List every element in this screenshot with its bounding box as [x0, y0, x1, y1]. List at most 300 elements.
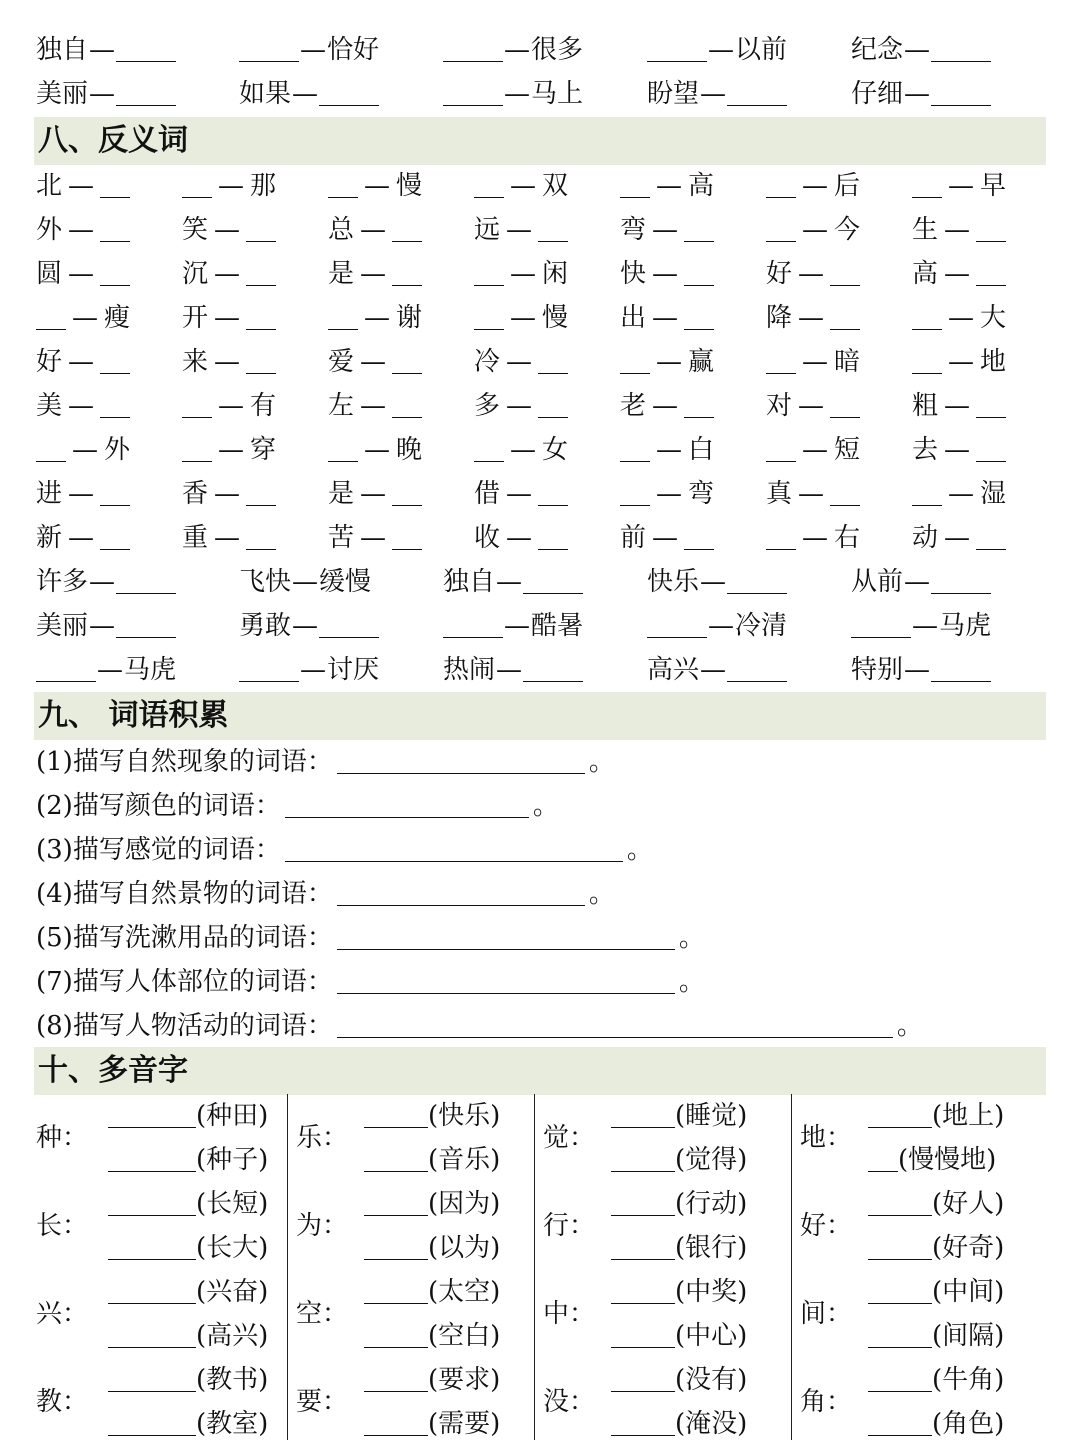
antonym-pair [912, 252, 1006, 296]
answer-blank[interactable] [116, 77, 176, 106]
answer-blank[interactable] [392, 521, 422, 550]
answer-blank[interactable] [830, 257, 860, 286]
answer-blank[interactable] [328, 433, 358, 462]
pinyin-blank[interactable] [868, 1275, 932, 1304]
dash: — [700, 79, 727, 109]
antonym-pair [912, 208, 1006, 252]
antonym-word-pair [239, 604, 379, 648]
example-word: (要求) [428, 1365, 501, 1395]
answer-blank[interactable] [443, 609, 503, 638]
answer-blank[interactable] [100, 213, 130, 242]
dash: — [214, 523, 241, 553]
answer-blank[interactable] [912, 301, 942, 330]
prompt-label: (8)描写人物活动的词语： [36, 1011, 333, 1041]
synonym-pair [851, 28, 991, 72]
dash: — [214, 215, 241, 245]
answer-blank[interactable] [727, 653, 787, 682]
answer-blank[interactable] [246, 301, 276, 330]
antonym-pair [620, 252, 714, 296]
answer-blank[interactable] [976, 433, 1006, 462]
pinyin-blank[interactable] [868, 1143, 898, 1172]
antonym-pair [182, 384, 276, 428]
answer-blank[interactable] [392, 389, 422, 418]
given-char: 重 [182, 523, 209, 553]
antonym-pair [36, 516, 130, 560]
pinyin-blank[interactable] [364, 1407, 428, 1436]
answer-blank[interactable] [523, 565, 583, 594]
example-word: (快乐) [428, 1101, 501, 1131]
answer-blank[interactable] [912, 169, 942, 198]
prompt-label: (3)描写感觉的词语： [36, 835, 281, 865]
synonym-pair [647, 28, 787, 72]
pinyin-line [868, 1138, 996, 1182]
answer-blank[interactable] [182, 169, 212, 198]
answer-blank[interactable] [116, 565, 176, 594]
polyphone-column [534, 1094, 792, 1440]
polyphone-column [287, 1094, 535, 1440]
antonym-pair [182, 208, 276, 252]
antonym-pair [328, 472, 422, 516]
pinyin-blank[interactable] [868, 1231, 932, 1260]
antonym-word-pair [647, 604, 787, 648]
given-word: 勇敢 [239, 611, 292, 641]
pinyin-blank[interactable] [611, 1407, 675, 1436]
pinyin-blank[interactable] [611, 1099, 675, 1128]
given-char: 那 [250, 171, 277, 201]
polyphone-char: 角： [800, 1387, 853, 1417]
antonym-pair [912, 296, 1006, 340]
answer-blank[interactable] [931, 33, 991, 62]
polyphone-group [288, 1358, 535, 1446]
pinyin-line [108, 1314, 268, 1358]
dash: — [364, 171, 390, 201]
example-word: (好人) [932, 1189, 1005, 1219]
word-accumulation-item [36, 1004, 923, 1048]
pinyin-blank[interactable] [868, 1319, 932, 1348]
answer-blank[interactable] [684, 213, 714, 242]
pinyin-line [611, 1226, 747, 1270]
pinyin-blank[interactable] [611, 1231, 675, 1260]
answer-line[interactable] [337, 745, 585, 774]
answer-blank[interactable] [830, 477, 860, 506]
answer-blank[interactable] [100, 169, 130, 198]
given-char: 后 [834, 171, 861, 201]
synonym-row [36, 72, 1046, 116]
example-word: (因为) [428, 1189, 501, 1219]
antonym-row [36, 252, 1046, 296]
period: 。 [532, 791, 559, 821]
answer-blank[interactable] [931, 77, 991, 106]
dash: — [506, 479, 533, 509]
dash: — [506, 523, 533, 553]
dash: — [798, 259, 825, 289]
dash: — [214, 347, 241, 377]
answer-blank[interactable] [182, 433, 212, 462]
dash: — [218, 171, 244, 201]
pinyin-blank[interactable] [611, 1319, 675, 1348]
antonym-pair [474, 252, 568, 296]
answer-blank[interactable] [830, 389, 860, 418]
answer-blank[interactable] [319, 77, 379, 106]
pinyin-line [108, 1226, 268, 1270]
pinyin-blank[interactable] [611, 1187, 675, 1216]
pinyin-blank[interactable] [868, 1187, 932, 1216]
given-char: 好 [36, 347, 63, 377]
dash: — [948, 171, 974, 201]
pinyin-blank[interactable] [108, 1231, 196, 1260]
dash: — [504, 35, 530, 65]
answer-blank[interactable] [727, 77, 787, 106]
answer-blank[interactable] [684, 257, 714, 286]
answer-blank[interactable] [100, 477, 130, 506]
pinyin-blank[interactable] [364, 1363, 428, 1392]
antonym-pair [912, 428, 1006, 472]
dash: — [802, 347, 828, 377]
polyphone-group [792, 1270, 1047, 1358]
example-word: (种子) [196, 1145, 269, 1175]
dash: — [944, 435, 971, 465]
given-char: 爱 [328, 347, 355, 377]
pinyin-blank[interactable] [108, 1363, 196, 1392]
pinyin-line [364, 1182, 500, 1226]
word-accumulation-item [36, 828, 653, 872]
answer-blank[interactable] [851, 609, 911, 638]
pinyin-line [868, 1182, 1004, 1226]
polyphone-group [34, 1358, 287, 1446]
polyphone-group [34, 1270, 287, 1358]
dash: — [802, 215, 828, 245]
pinyin-line [364, 1226, 500, 1270]
dash: — [700, 567, 727, 597]
pinyin-blank[interactable] [868, 1099, 932, 1128]
example-word: (中心) [675, 1321, 748, 1351]
antonym-pair [182, 516, 276, 560]
dash: — [68, 171, 95, 201]
pinyin-blank[interactable] [868, 1363, 932, 1392]
prompt-label: (2)描写颜色的词语： [36, 791, 281, 821]
answer-line[interactable] [337, 877, 585, 906]
antonym-pair [766, 296, 860, 340]
answer-blank[interactable] [246, 345, 276, 374]
answer-blank[interactable] [246, 257, 276, 286]
answer-blank[interactable] [100, 389, 130, 418]
answer-blank[interactable] [727, 565, 787, 594]
antonym-word-pair [851, 560, 991, 604]
example-word: (种田) [196, 1101, 269, 1131]
answer-blank[interactable] [36, 433, 66, 462]
example-word: (行动) [675, 1189, 748, 1219]
given-word: 许多 [36, 567, 89, 597]
answer-blank[interactable] [474, 169, 504, 198]
antonym-pair [912, 384, 1006, 428]
answer-blank[interactable] [116, 33, 176, 62]
answer-blank[interactable] [830, 301, 860, 330]
answer-blank[interactable] [392, 345, 422, 374]
answer-blank[interactable] [36, 653, 96, 682]
answer-blank[interactable] [684, 389, 714, 418]
given-char: 新 [36, 523, 63, 553]
given-word: 酷暑 [531, 611, 584, 641]
antonym-word-pair [239, 560, 371, 604]
pinyin-line [364, 1138, 500, 1182]
dash: — [510, 259, 536, 289]
answer-blank[interactable] [538, 389, 568, 418]
answer-blank[interactable] [443, 77, 503, 106]
answer-blank[interactable] [239, 33, 299, 62]
pinyin-blank[interactable] [364, 1231, 428, 1260]
pinyin-blank[interactable] [108, 1407, 196, 1436]
dash: — [218, 391, 244, 421]
pinyin-blank[interactable] [611, 1363, 675, 1392]
pinyin-line [108, 1094, 268, 1138]
answer-blank[interactable] [766, 345, 796, 374]
answer-line[interactable] [337, 921, 675, 950]
answer-blank[interactable] [647, 33, 707, 62]
answer-blank[interactable] [116, 609, 176, 638]
dash: — [292, 611, 319, 641]
answer-blank[interactable] [976, 521, 1006, 550]
antonym-pair [474, 516, 568, 560]
example-word: (长短) [196, 1189, 269, 1219]
prompt-label: (4)描写自然景物的词语： [36, 879, 333, 909]
dash: — [68, 347, 95, 377]
answer-blank[interactable] [474, 433, 504, 462]
given-word: 讨厌 [327, 655, 380, 685]
dash: — [948, 479, 974, 509]
antonym-pair [474, 428, 568, 472]
antonym-word-pair [36, 648, 176, 692]
answer-blank[interactable] [538, 521, 568, 550]
answer-blank[interactable] [36, 301, 66, 330]
given-word: 恰好 [327, 35, 380, 65]
answer-blank[interactable] [976, 389, 1006, 418]
pinyin-blank[interactable] [611, 1275, 675, 1304]
answer-blank[interactable] [912, 477, 942, 506]
antonym-pair [36, 472, 130, 516]
given-char: 白 [688, 435, 715, 465]
pinyin-line [611, 1094, 747, 1138]
answer-blank[interactable] [931, 565, 991, 594]
polyphone-char: 兴： [36, 1299, 89, 1329]
pinyin-blank[interactable] [108, 1275, 196, 1304]
given-char: 对 [766, 391, 793, 421]
answer-blank[interactable] [246, 521, 276, 550]
pinyin-line [364, 1358, 500, 1402]
answer-blank[interactable] [319, 609, 379, 638]
pinyin-blank[interactable] [108, 1187, 196, 1216]
answer-blank[interactable] [766, 521, 796, 550]
pinyin-blank[interactable] [611, 1143, 675, 1172]
pinyin-line [868, 1226, 1004, 1270]
pinyin-blank[interactable] [364, 1099, 428, 1128]
answer-blank[interactable] [246, 213, 276, 242]
polyphone-char: 中： [543, 1299, 596, 1329]
given-word: 飞快 [239, 567, 292, 597]
pinyin-line [108, 1182, 268, 1226]
given-word: 冷清 [735, 611, 788, 641]
antonym-pair [36, 296, 130, 340]
given-char: 外 [104, 435, 131, 465]
dash: — [292, 567, 319, 597]
answer-blank[interactable] [766, 169, 796, 198]
polyphone-group [34, 1182, 287, 1270]
pinyin-line [611, 1138, 747, 1182]
answer-blank[interactable] [620, 345, 650, 374]
antonym-word-row [36, 560, 1046, 604]
dash: — [904, 35, 931, 65]
answer-blank[interactable] [620, 433, 650, 462]
antonym-pair [182, 472, 276, 516]
prompt-label: (5)描写洗漱用品的词语： [36, 923, 333, 953]
word-accumulation-item [36, 872, 615, 916]
dash: — [656, 435, 682, 465]
dash: — [214, 303, 241, 333]
given-char: 早 [980, 171, 1007, 201]
antonym-pair [182, 340, 276, 384]
pinyin-blank[interactable] [108, 1319, 196, 1348]
answer-blank[interactable] [100, 257, 130, 286]
answer-blank[interactable] [443, 33, 503, 62]
given-char: 香 [182, 479, 209, 509]
answer-blank[interactable] [766, 213, 796, 242]
answer-blank[interactable] [100, 345, 130, 374]
answer-blank[interactable] [538, 345, 568, 374]
example-word: (长大) [196, 1233, 269, 1263]
example-word: (教室) [196, 1409, 269, 1439]
answer-blank[interactable] [647, 609, 707, 638]
answer-blank[interactable] [976, 213, 1006, 242]
pinyin-blank[interactable] [108, 1099, 196, 1128]
answer-line[interactable] [285, 833, 623, 862]
given-char: 苦 [328, 523, 355, 553]
answer-blank[interactable] [912, 345, 942, 374]
answer-blank[interactable] [392, 477, 422, 506]
answer-line[interactable] [337, 965, 675, 994]
answer-blank[interactable] [538, 213, 568, 242]
pinyin-blank[interactable] [868, 1407, 932, 1436]
answer-blank[interactable] [392, 257, 422, 286]
word-accumulation-item [36, 740, 615, 784]
dash: — [68, 215, 95, 245]
answer-blank[interactable] [620, 477, 650, 506]
polyphone-group [792, 1182, 1047, 1270]
pinyin-blank[interactable] [108, 1143, 196, 1172]
answer-blank[interactable] [931, 653, 991, 682]
polyphone-char: 教： [36, 1387, 89, 1417]
antonym-pair [36, 252, 130, 296]
given-word: 美丽 [36, 611, 89, 641]
answer-blank[interactable] [976, 257, 1006, 286]
antonym-word-pair [851, 604, 991, 648]
dash: — [360, 391, 387, 421]
antonym-pair [36, 428, 130, 472]
example-word: (需要) [428, 1409, 501, 1439]
given-word: 独自 [36, 35, 89, 65]
antonym-pair [474, 208, 568, 252]
given-char: 进 [36, 479, 63, 509]
dash: — [948, 303, 974, 333]
polyphone-char: 行： [543, 1211, 596, 1241]
given-char: 弯 [620, 215, 647, 245]
dash: — [218, 435, 244, 465]
answer-blank[interactable] [182, 389, 212, 418]
given-char: 远 [474, 215, 501, 245]
dash: — [944, 391, 971, 421]
answer-blank[interactable] [523, 653, 583, 682]
answer-blank[interactable] [538, 477, 568, 506]
dash: — [68, 259, 95, 289]
dash: — [510, 303, 536, 333]
answer-blank[interactable] [246, 477, 276, 506]
antonym-pair [912, 340, 1006, 384]
antonym-pair [620, 296, 714, 340]
answer-blank[interactable] [474, 257, 504, 286]
answer-blank[interactable] [474, 301, 504, 330]
antonym-pair [36, 340, 130, 384]
answer-blank[interactable] [392, 213, 422, 242]
dash: — [506, 347, 533, 377]
given-char: 有 [250, 391, 277, 421]
dash: — [912, 611, 938, 641]
prompt-label: (7)描写人体部位的词语： [36, 967, 333, 997]
given-char: 地 [980, 347, 1007, 377]
given-word: 缓慢 [319, 567, 372, 597]
pinyin-blank[interactable] [364, 1187, 428, 1216]
polyphone-column [34, 1094, 287, 1440]
answer-blank[interactable] [684, 521, 714, 550]
given-word: 马虎 [124, 655, 177, 685]
synonym-pair [36, 72, 176, 116]
antonym-pair [766, 472, 860, 516]
answer-line[interactable] [285, 789, 529, 818]
dash: — [72, 435, 98, 465]
answer-line[interactable] [337, 1009, 893, 1038]
dash: — [948, 347, 974, 377]
pinyin-blank[interactable] [364, 1319, 428, 1348]
pinyin-blank[interactable] [364, 1143, 428, 1172]
answer-blank[interactable] [684, 301, 714, 330]
given-word: 独自 [443, 567, 496, 597]
answer-blank[interactable] [328, 169, 358, 198]
answer-blank[interactable] [766, 433, 796, 462]
antonym-word-pair [647, 648, 787, 692]
answer-blank[interactable] [239, 653, 299, 682]
answer-blank[interactable] [620, 169, 650, 198]
answer-blank[interactable] [328, 301, 358, 330]
example-word: (牛角) [932, 1365, 1005, 1395]
answer-blank[interactable] [100, 521, 130, 550]
pinyin-line [868, 1402, 1004, 1446]
pinyin-line [364, 1270, 500, 1314]
given-char: 圆 [36, 259, 63, 289]
example-word: (教书) [196, 1365, 269, 1395]
given-word: 马上 [531, 79, 584, 109]
polyphone-char: 要： [296, 1387, 349, 1417]
antonym-pair [474, 472, 568, 516]
dash: — [904, 79, 931, 109]
given-char: 慢 [542, 303, 569, 333]
word-accumulation-item [36, 784, 559, 828]
given-char: 高 [912, 259, 939, 289]
dash: — [496, 655, 523, 685]
antonym-pair [912, 472, 1006, 516]
dash: — [708, 611, 734, 641]
polyphone-group [535, 1094, 792, 1182]
dash: — [944, 259, 971, 289]
pinyin-blank[interactable] [364, 1275, 428, 1304]
antonym-pair [620, 516, 714, 560]
dash: — [708, 35, 734, 65]
